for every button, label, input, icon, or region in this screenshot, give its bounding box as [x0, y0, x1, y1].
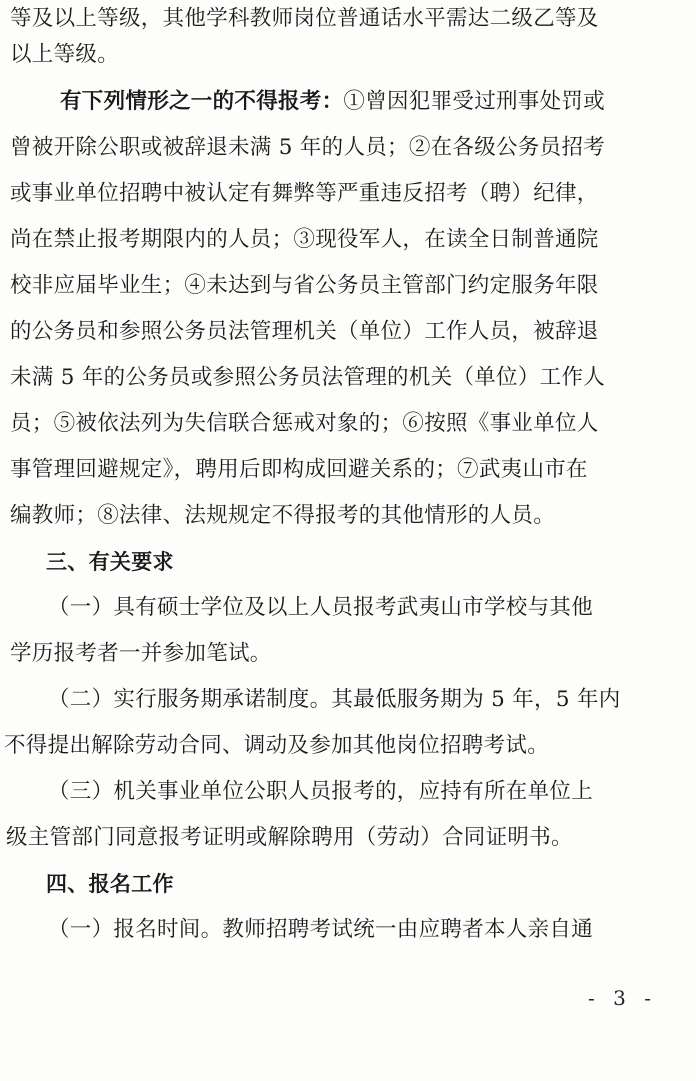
paragraph-line — [0, 217, 696, 263]
line-text: 编教师；⑧法律、法规规定不得报考的其他情形的人员。 — [10, 503, 556, 528]
paragraph-line — [0, 769, 696, 815]
restriction-paragraph-start — [0, 79, 696, 125]
section-heading-text: 四、报名工作 — [46, 872, 174, 896]
paragraph-line — [0, 355, 696, 401]
paragraph-line — [0, 125, 696, 171]
paragraph-line — [0, 493, 696, 539]
paragraph-line — [0, 309, 696, 355]
line-text: 事管理回避规定》，聘用后即构成回避关系的；⑦武夷山市在 — [10, 457, 588, 482]
paragraph-line — [0, 677, 696, 723]
line-text: 以上等级。 — [10, 42, 120, 67]
line-text: 学历报考者一并参加笔试。 — [10, 641, 272, 666]
paragraph-line — [0, 631, 696, 677]
line-text: 尚在禁止报考期限内的人员；③现役军人，在读全日制普通院 — [10, 227, 599, 252]
paragraph-line — [0, 401, 696, 447]
line-text: （一）报名时间。教师招聘考试统一由应聘者本人亲自通 — [48, 917, 594, 942]
line-text: 员；⑤被依法列为失信联合惩戒对象的；⑥按照《事业单位人 — [10, 411, 599, 436]
line-text: 级主管部门同意报考证明或解除聘用（劳动）合同证明书。 — [6, 825, 573, 850]
paragraph-line — [0, 585, 696, 631]
line-text: 或事业单位招聘中被认定有舞弊等严重违反招考（聘）纪律， — [10, 181, 599, 206]
line-text: （三）机关事业单位公职人员报考的，应持有所在单位上 — [48, 779, 594, 804]
paragraph-line — [0, 723, 696, 769]
line-text: （二）实行服务期承诺制度。其最低服务期为 5 年，5 年内 — [48, 687, 621, 712]
paragraph-line — [0, 263, 696, 309]
paragraph-line — [0, 171, 696, 217]
line-text: 等及以上等级，其他学科教师岗位普通话水平需达二级乙等及 — [10, 6, 599, 31]
section-heading-registration — [0, 861, 696, 907]
line-text: 未满 5 年的公务员或参照公务员法管理的机关（单位）工作人 — [10, 365, 606, 390]
line-text: （一）具有硕士学位及以上人员报考武夷山市学校与其他 — [48, 595, 594, 620]
line-text: 的公务员和参照公务员法管理机关（单位）工作人员，被辞退 — [10, 319, 599, 344]
paragraph-line — [0, 32, 696, 78]
section-heading-requirements — [0, 539, 696, 585]
section-heading-text: 三、有关要求 — [46, 550, 174, 574]
line-text: 校非应届毕业生；④未达到与省公务员主管部门约定服务年限 — [10, 273, 599, 298]
restriction-lead: 有下列情形之一的不得报考： — [60, 89, 344, 114]
paragraph-line — [0, 815, 696, 861]
line-text: 不得提出解除劳动合同、调动及参加其他岗位招聘考试。 — [4, 733, 550, 758]
line-text: ①曾因犯罪受过刑事处罚或 — [343, 89, 606, 114]
paragraph-line — [0, 907, 696, 953]
paragraph-line — [0, 447, 696, 493]
line-text: 曾被开除公职或被辞退未满 5 年的人员；②在各级公务员招考 — [10, 135, 606, 160]
page-number: - 3 - — [588, 986, 657, 1010]
